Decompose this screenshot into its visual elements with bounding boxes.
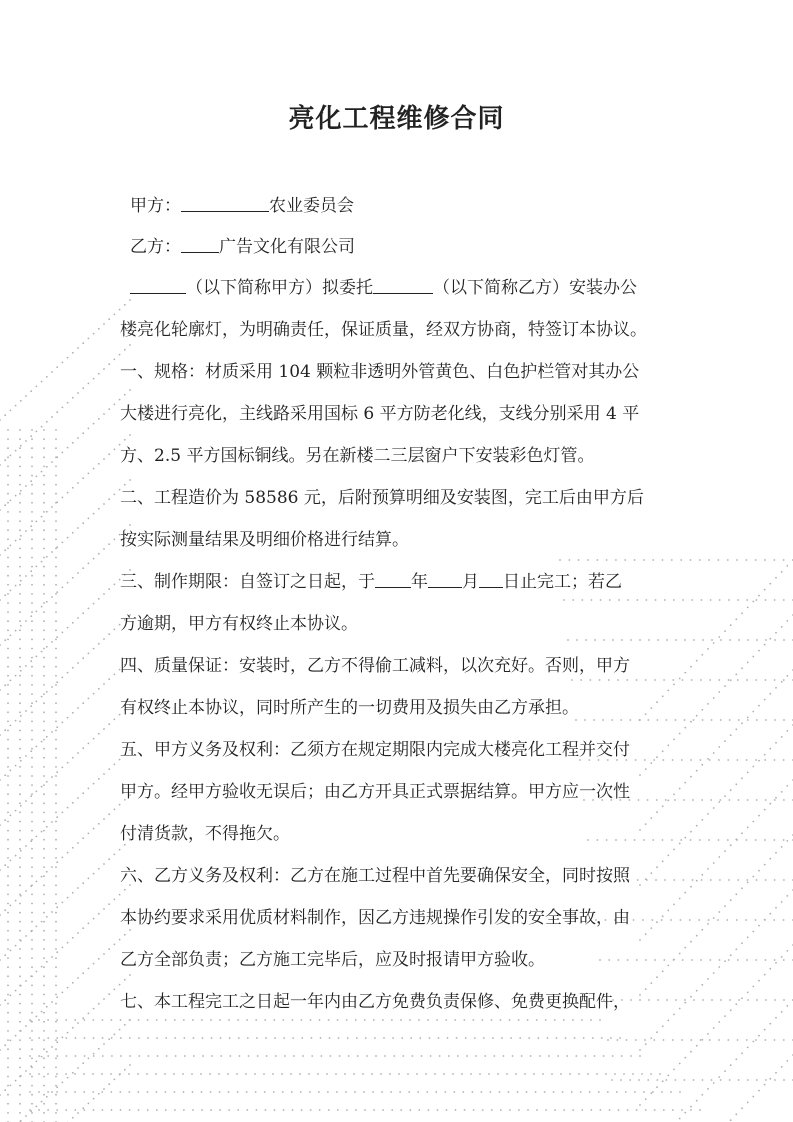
party-b-line	[130, 232, 355, 257]
intro-text-2: （以下简称乙方）安装办公	[433, 278, 637, 298]
clause-3-text-2: 日止完工；若乙	[503, 572, 622, 592]
party-a-blank	[181, 194, 269, 212]
intro-line-2: 楼亮化轮廓灯，为明确责任，保证质量，经双方协商，特签订本协议。	[120, 320, 647, 340]
clause-3-text-1: 三、制作期限：自签订之日起，于	[120, 572, 375, 592]
clause-3-line-2: 方逾期，甲方有权终止本协议。	[120, 614, 358, 634]
year-blank	[375, 570, 411, 588]
clause-6-line-3: 乙方全部负责；乙方施工完毕后，应及时报请甲方验收。	[120, 950, 545, 970]
clause-5-line-2: 甲方。经甲方验收无误后；由乙方开具正式票据结算。甲方应一次性	[120, 782, 630, 802]
clause-1-line-1: 一、规格：材质采用 104 颗粒非透明外管黄色、白色护栏管对其办公	[120, 362, 640, 382]
clause-5-line-3: 付清货款，不得拖欠。	[120, 824, 290, 844]
clause-4-line-2: 有权终止本协议，同时所产生的一切费用及损失由乙方承担。	[120, 698, 579, 718]
page-title: 亮化工程维修合同	[288, 104, 505, 134]
party-a-label: 甲方：	[130, 196, 181, 216]
clause-7-line-1: 七、本工程完工之日起一年内由乙方免费负责保修、免费更换配件，	[120, 992, 630, 1012]
party-b-label: 乙方：	[130, 237, 181, 257]
month-label: 月	[462, 572, 479, 592]
clause-6-line-1: 六、乙方义务及权利：乙方在施工过程中首先要确保安全，同时按照	[120, 866, 630, 886]
day-blank	[479, 570, 503, 588]
clause-6-line-2: 本协约要求采用优质材料制作，因乙方违规操作引发的安全事故，由	[120, 908, 630, 928]
party-a-line	[130, 191, 354, 216]
clause-4-line-1: 四、质量保证：安装时，乙方不得偷工减料，以次充好。否则，甲方	[120, 656, 630, 676]
party-b-name: 广告文化有限公司	[219, 237, 355, 257]
intro-line-1	[130, 273, 637, 298]
intro-blank-1	[130, 276, 186, 294]
month-blank	[428, 570, 462, 588]
year-label: 年	[411, 572, 428, 592]
clause-2-line-2: 按实际测量结果及明细价格进行结算。	[120, 530, 409, 550]
party-a-name: 农业委员会	[269, 196, 354, 216]
clause-1-line-3: 方、2.5 平方国标铜线。另在新楼二三层窗户下安装彩色灯管。	[120, 446, 595, 466]
clause-3-line-1	[120, 567, 622, 592]
intro-blank-2	[373, 276, 433, 294]
party-b-blank	[181, 235, 219, 253]
intro-text-1: （以下简称甲方）拟委托	[186, 278, 373, 298]
clause-5-line-1: 五、甲方义务及权利：乙须方在规定期限内完成大楼亮化工程并交付	[120, 740, 630, 760]
clause-2-line-1: 二、工程造价为 58586 元，后附预算明细及安装图，完工后由甲方后	[120, 488, 644, 508]
clause-1-line-2: 大楼进行亮化，主线路采用国标 6 平方防老化线，支线分别采用 4 平	[120, 404, 640, 424]
